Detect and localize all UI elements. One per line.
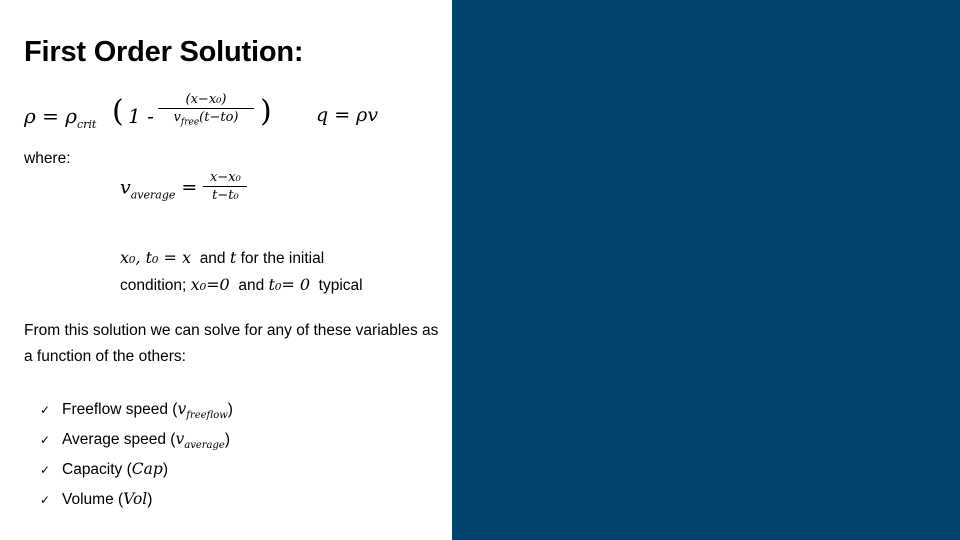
checkmark-icon: ✓ xyxy=(40,433,51,447)
fraction-numerator: (x−x₀) xyxy=(185,92,227,107)
where-label: where: xyxy=(24,150,71,167)
checkmark-icon: ✓ xyxy=(40,403,51,417)
vaverage-fraction: $\frac{\text{x−x₀}}{\text{t−t₀}}$ xyxy=(203,170,247,203)
open-paren: ( xyxy=(112,94,124,129)
close-paren: ) xyxy=(260,94,272,129)
fraction-denominator: $v_{free}(t-to)$ xyxy=(173,110,239,128)
vaverage-equation: $v_{average}$ = $\frac{\text{x−x₀}}{\text{t−t₀}}$ xyxy=(120,172,247,205)
initial-condition-text: x₀, t₀ = x and t for the initial condition; x₀=0 and t₀= 0 typical xyxy=(120,248,363,294)
content-panel xyxy=(0,0,452,540)
flow-equation: q = ρv xyxy=(316,104,379,126)
list-item: ✓ Average speed $(v_{average})$ xyxy=(40,424,233,454)
equation-lhs: $\rho = \rho_{crit}$ xyxy=(24,104,97,131)
first-order-equation xyxy=(24,92,444,140)
one-minus: 1 - xyxy=(128,104,154,128)
slide-title: First Order Solution: xyxy=(24,36,304,68)
list-item: ✓ Volume (Vol) xyxy=(40,484,233,514)
list-item: ✓ Freeflow speed $(v_{freeflow})$ xyxy=(40,394,233,424)
variable-checklist xyxy=(40,394,233,514)
solution-paragraph: From this solution we can solve for any of these variables as a function of the others: xyxy=(24,322,439,365)
list-item: ✓ Capacity (Cap) xyxy=(40,454,233,484)
equation-fraction xyxy=(158,92,254,128)
checkmark-icon: ✓ xyxy=(40,463,51,477)
checkmark-icon: ✓ xyxy=(40,493,51,507)
accent-panel xyxy=(452,0,960,540)
